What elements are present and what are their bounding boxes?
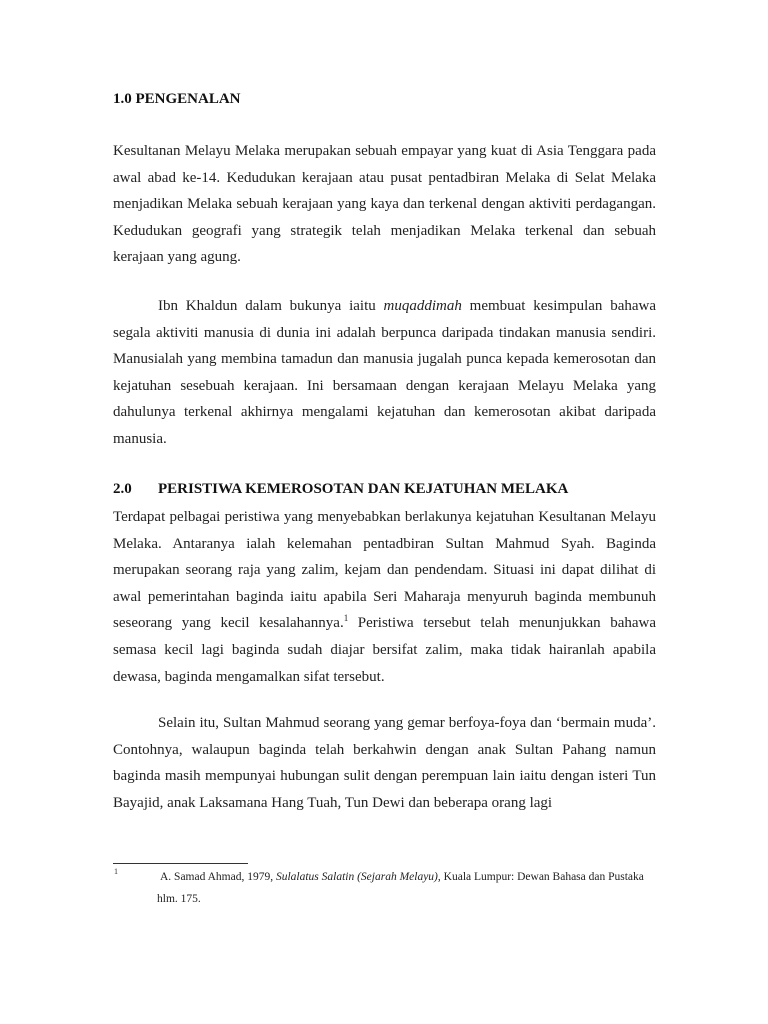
footnote-publisher: , Kuala Lumpur: Dewan Bahasa dan Pustaka hlm. 175. xyxy=(157,871,644,905)
section-heading-pengenalan: 1.0 PENGENALAN xyxy=(113,91,241,107)
paragraph-text: Terdapat pelbagai peristiwa yang menyebabkan berlakunya kejatuhan Kesultanan Melayu Melaka. Antaranya ialah kelemahan pentadbiran Sultan Mahmud Syah. Baginda merupakan seorang raja yang zalim, kejam dan pendendam. Situasi ini dapat dilihat di awal pemerintahan baginda iaitu apabila Seri Maharaja menyuruh baginda membunuh seseorang yang kecil kesalahannya. xyxy=(113,509,656,632)
paragraph-text: Ibn Khaldun dalam bukunya iaitu xyxy=(158,298,384,314)
section-title: PERISTIWA KEMEROSOTAN DAN KEJATUHAN MELAKA xyxy=(158,481,569,497)
paragraph-berfoya-foya: Selain itu, Sultan Mahmud seorang yang gemar berfoya-foya dan ‘bermain muda’. Contohnya, walaupun baginda telah berkahwin dengan anak Sultan Pahang namun baginda masih mempunyai hubungan sulit dengan perempuan lain iaitu dengan isteri Tun Bayajid, anak Laksamana Hang Tuah, Tun Dewi dan beberapa orang lagi xyxy=(113,715,656,811)
footnote-author: A. Samad Ahmad, 1979, xyxy=(160,871,276,883)
footnote-text xyxy=(157,866,667,910)
paragraph-ibn-khaldun xyxy=(113,293,656,453)
section-heading-peristiwa xyxy=(113,479,656,499)
book-title-italic: muqaddimah xyxy=(383,298,462,314)
section-number: 2.0 xyxy=(113,481,132,497)
paragraph-pentadbiran xyxy=(113,504,656,690)
footnote-book-title: Sulalatus Salatin (Sejarah Melayu) xyxy=(275,871,438,883)
paragraph-intro: Kesultanan Melayu Melaka merupakan sebuah empayar yang kuat di Asia Tenggara pada awal abad ke-14. Kedudukan kerajaan atau pusat pentadbiran Melaka di Selat Melaka menjadikan Melaka sebuah kerajaan yang kaya dan terkenal dengan aktiviti perdagangan. Kedudukan geografi yang strategik telah menjadikan Melaka terkenal dan sebuah kerajaan yang agung. xyxy=(113,143,656,266)
paragraph-text: membuat kesimpulan bahawa segala aktiviti manusia di dunia ini adalah berpunca daripada tindakan manusia sendiri. Manusialah yang membina tamadun dan manusia jugalah punca kepada kemerosotan dan kejatuhan sesebuah kerajaan. Ini bersamaan dengan kerajaan Melayu Melaka yang dahulunya terkenal akhirnya mengalami kejatuhan dan kemerosotan akibat daripada manusia. xyxy=(113,298,656,447)
footnote-divider xyxy=(113,863,248,864)
footnote-reference[interactable]: 1 xyxy=(343,613,349,624)
paragraph-text: Peristiwa tersebut telah menunjukkan bahawa semasa kecil lagi baginda sudah diajar bersifat zalim, maka tidak hairanlah apabila dewasa, baginda mengamalkan sifat tersebut. xyxy=(113,615,656,685)
footnote-marker: 1 xyxy=(114,867,118,876)
